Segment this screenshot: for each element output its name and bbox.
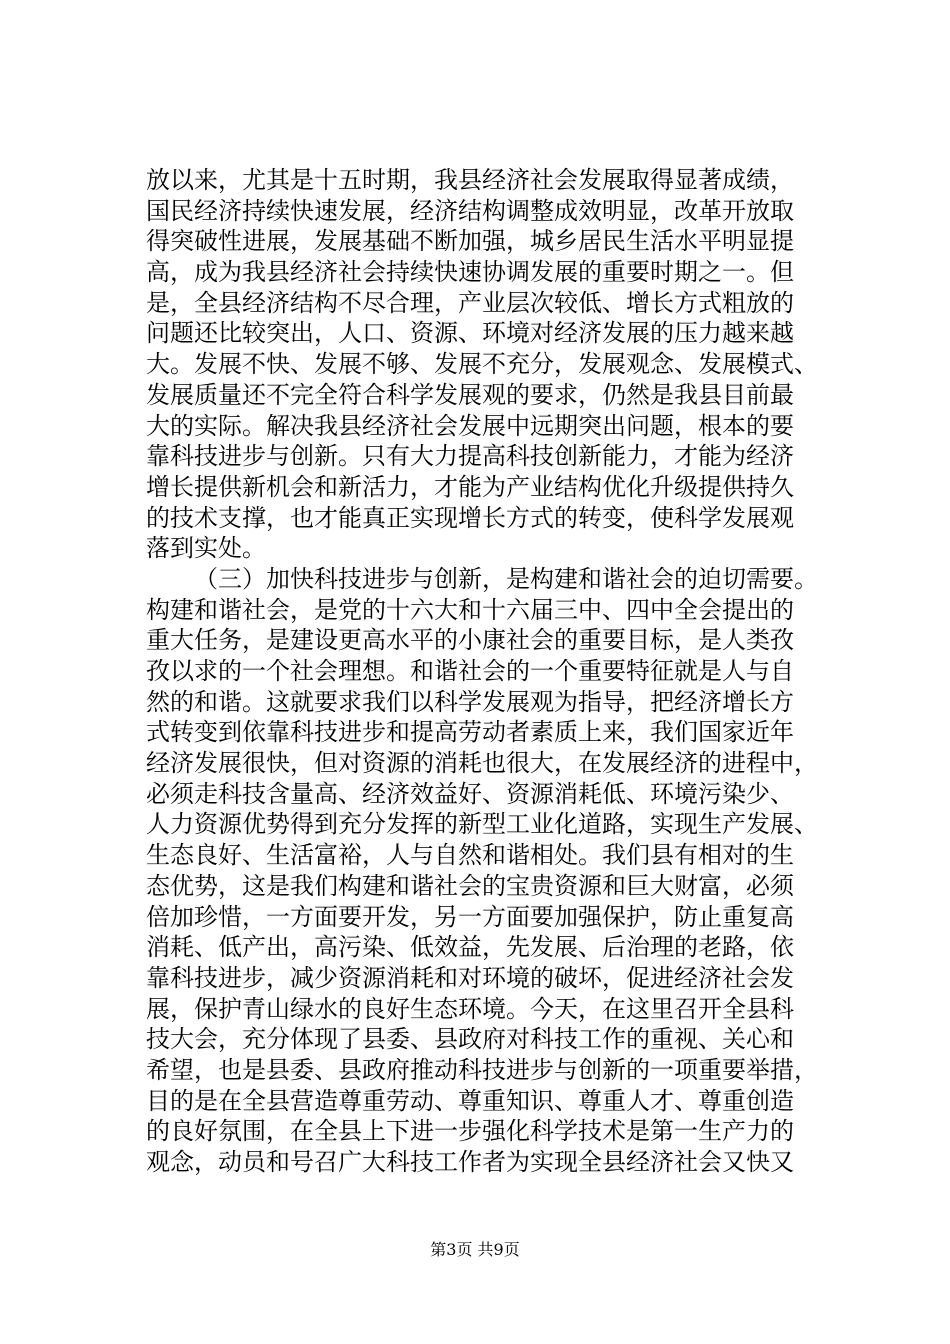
text-line: 发展质量还不完全符合科学发展观的要求，仍然是我县目前最 xyxy=(146,380,794,409)
text-line: 希望，也是县委、县政府推动科技进步与创新的一项重要举措， xyxy=(146,1055,818,1084)
text-line: 大的实际。解决我县经济社会发展中远期突出问题，根本的要 xyxy=(146,411,794,440)
text-line: 技大会，充分体现了县委、县政府对科技工作的重视、关心和 xyxy=(146,1025,794,1054)
text-line: 落到实处。 xyxy=(146,534,266,563)
page-footer: 第3页 共9页 xyxy=(430,1240,520,1259)
text-line: 问题还比较突出，人口、资源、环境对经济发展的压力越来越 xyxy=(146,319,794,348)
text-line: 孜以求的一个社会理想。和谐社会的一个重要特征就是人与自 xyxy=(146,657,794,685)
text-line: 高，成为我县经济社会持续快速协调发展的重要时期之一。但 xyxy=(146,258,794,287)
text-line: 消耗、低产出，高污染、低效益，先发展、后治理的老路，依 xyxy=(146,933,794,962)
text-line: 展，保护青山绿水的良好生态环境。今天，在这里召开全县科 xyxy=(146,994,794,1023)
text-line: 经济发展很快，但对资源的消耗也很大，在发展经济的进程中， xyxy=(146,749,818,778)
text-line: 倍加珍惜，一方面要开发，另一方面要加强保护，防止重复高 xyxy=(146,902,794,931)
text-line: 态优势，这是我们构建和谐社会的宝贵资源和巨大财富，必须 xyxy=(146,871,794,900)
text-line: 然的和谐。这就要求我们以科学发展观为指导，把经济增长方 xyxy=(146,687,794,716)
text-line: 是，全县经济结构不尽合理，产业层次较低、增长方式粗放的 xyxy=(146,288,794,317)
text-line: 人力资源优势得到充分发挥的新型工业化道路，实现生产发展、 xyxy=(146,810,818,839)
text-line: 国民经济持续快速发展，经济结构调整成效明显，改革开放取 xyxy=(146,196,794,225)
body-text xyxy=(146,165,846,1178)
text-line: 构建和谐社会，是党的十六大和十六届三中、四中全会提出的 xyxy=(146,595,794,624)
text-line: 目的是在全县营造尊重劳动、尊重知识、尊重人才、尊重创造 xyxy=(146,1086,794,1115)
text-line: 式转变到依靠科技进步和提高劳动者素质上来，我们国家近年 xyxy=(146,718,794,747)
text-line: 靠科技进步与创新。只有大力提高科技创新能力，才能为经济 xyxy=(146,442,794,471)
text-line: 增长提供新机会和新活力，才能为产业结构优化升级提供持久 xyxy=(146,472,794,501)
text-line: 必须走科技含量高、经济效益好、资源消耗低、环境污染少、 xyxy=(146,779,794,808)
text-line: 的技术支撑，也才能真正实现增长方式的转变，使科学发展观 xyxy=(146,503,794,532)
text-line: 靠科技进步，减少资源消耗和对环境的破坏，促进经济社会发 xyxy=(146,963,794,992)
text-line: 得突破性进展，发展基础不断加强，城乡居民生活水平明显提 xyxy=(146,227,794,256)
text-line: 观念，动员和号召广大科技工作者为实现全县经济社会又快又 xyxy=(146,1148,794,1176)
text-line: 生态良好、生活富裕，人与自然和谐相处。我们县有相对的生 xyxy=(146,841,794,870)
text-line: 的良好氛围，在全县上下进一步强化科学技术是第一生产力的 xyxy=(146,1117,794,1146)
text-line: 重大任务，是建设更高水平的小康社会的重要目标，是人类孜 xyxy=(146,626,794,655)
text-line: 放以来，尤其是十五时期，我县经济社会发展取得显著成绩， xyxy=(146,166,794,194)
text-line: 大。发展不快、发展不够、发展不充分，发展观念、发展模式、 xyxy=(146,350,818,379)
section-heading-line: （三）加快科技进步与创新，是构建和谐社会的迫切需要。 xyxy=(194,564,818,593)
